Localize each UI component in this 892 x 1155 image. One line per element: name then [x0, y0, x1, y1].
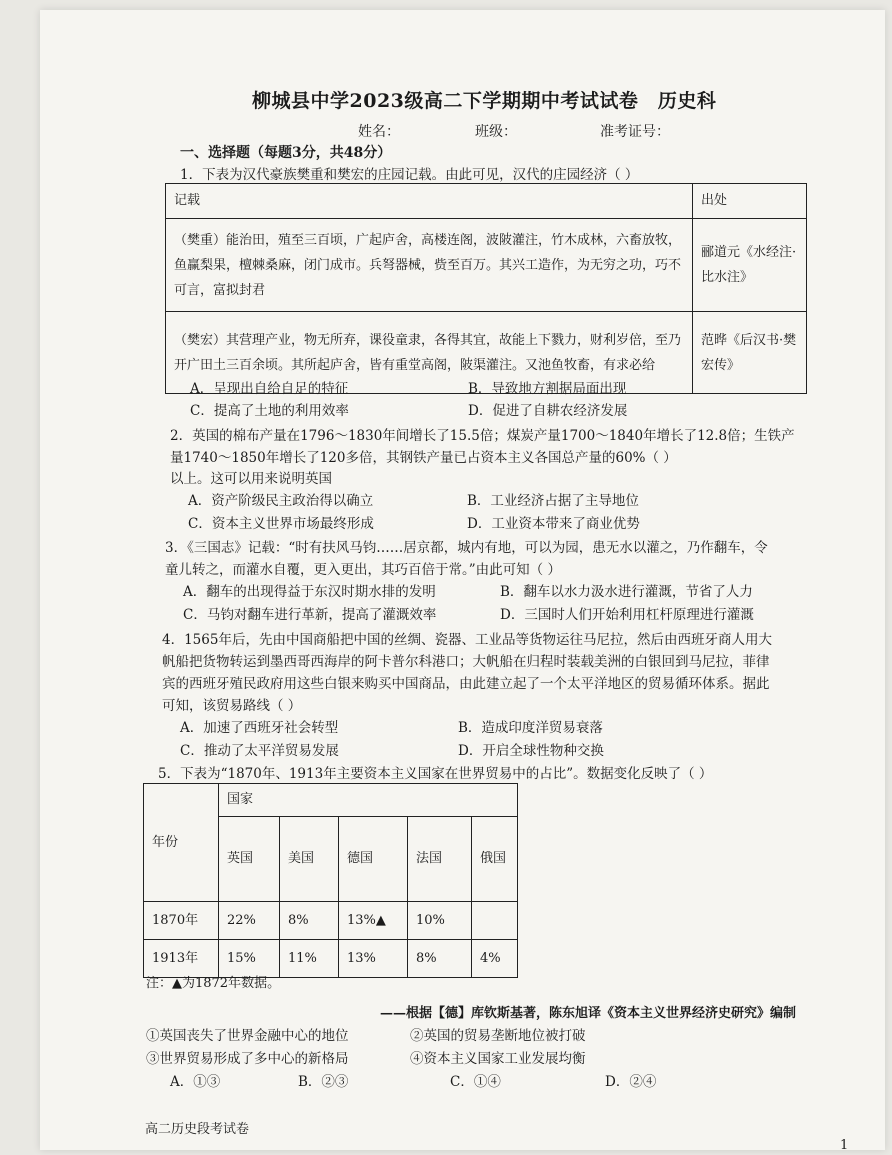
q2-option-c[interactable]: C．资本主义世界市场最终形成	[188, 516, 374, 532]
q1-record-2: （樊宏）其营理产业，物无所弃，课役童隶，各得其宜，故能上下戮力，财利岁倍，至乃开广田土三百余顷。其所起庐舍，皆有重堂高阁，陂渠灌注。又池鱼牧畜，有求必给	[166, 312, 693, 394]
q4-option-b[interactable]: B．造成印度洋贸易衰落	[458, 720, 603, 736]
q1-stem: 1．下表为汉代豪族樊重和樊宏的庄园记载。由此可见，汉代的庄园经济（ ）	[180, 167, 639, 183]
exam-number-label: 准考证号：	[600, 124, 670, 140]
q5-stem: 5．下表为“1870年、1913年主要资本主义国家在世界贸易中的占比”。数据变化反映了（ ）	[158, 766, 713, 782]
q1-option-c[interactable]: C．提高了土地的利用效率	[190, 403, 349, 419]
q5-cell: 8%	[280, 902, 339, 940]
q5-statement-1: ①英国丧失了世界金融中心的地位	[146, 1028, 349, 1044]
q5-option-d[interactable]: D．②④	[605, 1074, 657, 1090]
q5-option-c[interactable]: C．①④	[450, 1074, 501, 1090]
q5-country: 英国	[219, 817, 280, 902]
q5-cell	[472, 902, 518, 940]
page-number: 1	[840, 1138, 849, 1153]
q5-year: 1870年	[144, 902, 219, 940]
section-title: 一、选择题（每题3分，共48分）	[180, 145, 392, 161]
q4-line-2: 帆船把货物转运到墨西哥西海岸的阿卡普尔科港口；大帆船在归程时装载美洲的白银回到马尼拉，菲律	[162, 654, 770, 670]
q3-line-2: 童儿转之，而灌水自覆，更入更出，其巧百倍于常。”由此可知（ ）	[165, 562, 561, 578]
q4-line-1: 4．1565年后，先由中国商船把中国的丝绸、瓷器、工业品等货物运往马尼拉，然后由西班牙商人用大	[162, 632, 772, 648]
q1-table	[165, 183, 807, 394]
q4-option-d[interactable]: D．开启全球性物种交换	[458, 743, 604, 759]
exam-title: 柳城县中学2023级高二下学期期中考试试卷 历史科	[252, 90, 717, 112]
q5-country: 德国	[339, 817, 408, 902]
q2-option-d[interactable]: D．工业资本带来了商业优势	[467, 516, 640, 532]
q3-option-c[interactable]: C．马钧对翻车进行革新，提高了灌溉效率	[183, 607, 437, 623]
q1-option-d[interactable]: D．促进了自耕农经济发展	[468, 403, 628, 419]
q2-line-3: 以上。这可以用来说明英国	[170, 471, 332, 487]
q4-option-a[interactable]: A．加速了西班牙社会转型	[180, 720, 339, 736]
q1-source-1: 郦道元《水经注·比水注》	[693, 219, 807, 312]
q1-record-1: （樊重）能治田，殖至三百顷，广起庐舍，高楼连阁，波陂灌注，竹木成林，六畜放牧，鱼赢梨果，檀棘桑麻，闭门成市。兵弩器械，赀至百万。其兴工造作，为无穷之功，巧不可言，富拟封君	[166, 219, 693, 312]
q4-line-3: 宾的西班牙殖民政府用这些白银来购买中国商品，由此建立起了一个太平洋地区的贸易循环体系。据此	[162, 676, 770, 692]
class-label: 班级：	[475, 124, 517, 140]
q1-header-source: 出处	[693, 184, 807, 219]
q5-cell: 22%	[219, 902, 280, 940]
q5-note: 注：▲为1872年数据。	[146, 976, 281, 991]
q5-header-country: 国家	[219, 784, 518, 817]
q1-option-a[interactable]: A．呈现出自给自足的特征	[190, 381, 349, 397]
q2-line-2: 量1740～1850年增长了120多倍，其钢铁产量已占资本主义各国总产量的60%（ ）	[170, 450, 677, 466]
q2-line-1: 2．英国的棉布产量在1796～1830年间增长了15.5倍；煤炭产量1700～1840年增长了12.8倍；生铁产	[170, 428, 795, 444]
q5-cell: 13%▲	[339, 902, 408, 940]
q5-citation: ——根据【德】库钦斯基著，陈东旭译《资本主义世界经济史研究》编制	[380, 1006, 797, 1021]
q5-statement-2: ②英国的贸易垄断地位被打破	[410, 1028, 586, 1044]
q1-option-b[interactable]: B．导致地方割据局面出现	[468, 381, 627, 397]
q2-option-a[interactable]: A．资产阶级民主政治得以确立	[188, 493, 374, 509]
name-label: 姓名：	[358, 124, 400, 140]
q3-option-d[interactable]: D．三国时人们开始利用杠杆原理进行灌溉	[500, 607, 754, 623]
q5-option-a[interactable]: A．①③	[170, 1074, 221, 1090]
q5-statement-3: ③世界贸易形成了多中心的新格局	[146, 1051, 349, 1067]
q5-cell: 13%	[339, 940, 408, 978]
q1-header-record: 记载	[166, 184, 693, 219]
q5-cell: 10%	[408, 902, 472, 940]
q5-country: 俄国	[472, 817, 518, 902]
q5-cell: 8%	[408, 940, 472, 978]
q4-option-c[interactable]: C．推动了太平洋贸易发展	[180, 743, 339, 759]
footer-label: 高二历史段考试卷	[145, 1122, 250, 1137]
q5-option-b[interactable]: B．②③	[298, 1074, 349, 1090]
q5-country: 法国	[408, 817, 472, 902]
q3-option-b[interactable]: B．翻车以水力汲水进行灌溉，节省了人力	[500, 584, 753, 600]
q3-option-a[interactable]: A．翻车的出现得益于东汉时期水排的发明	[183, 584, 436, 600]
q1-source-2: 范晔《后汉书·樊宏传》	[693, 312, 807, 394]
q5-header-year: 年份	[144, 784, 219, 902]
q5-cell: 15%	[219, 940, 280, 978]
q5-statement-4: ④资本主义国家工业发展均衡	[410, 1051, 586, 1067]
q4-line-4: 可知，该贸易路线（ ）	[162, 698, 302, 714]
q5-year: 1913年	[144, 940, 219, 978]
q5-cell: 4%	[472, 940, 518, 978]
q5-table	[143, 783, 518, 978]
q5-cell: 11%	[280, 940, 339, 978]
q3-line-1: 3．《三国志》记载：“时有扶风马钧……居京都，城内有地，可以为园，患无水以灌之，乃作翻车，令	[165, 540, 768, 556]
q2-option-b[interactable]: B．工业经济占据了主导地位	[467, 493, 639, 509]
q5-country: 美国	[280, 817, 339, 902]
